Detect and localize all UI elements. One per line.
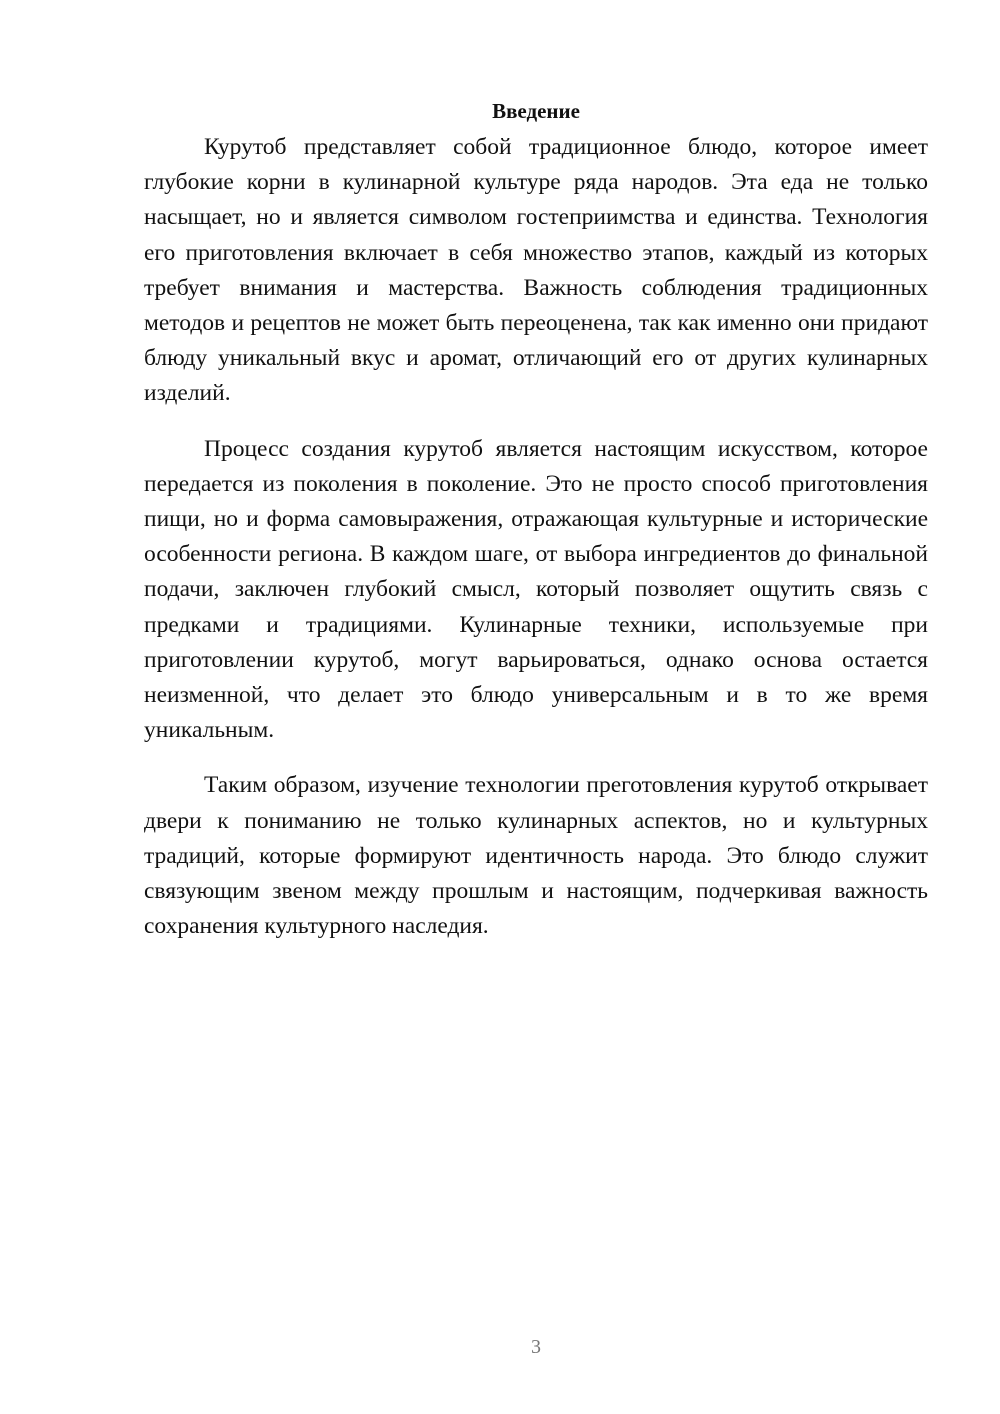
section-heading: Введение <box>492 99 580 123</box>
paragraph-2: Процесс создания курутоб является настоящим искусством, которое передается из поколения в поколение. Это не просто способ приготовления пищи, но и форма самовыражения, отражающая культурные и исторические особенности региона. В каждом шаге, от выбора ингредиентов до финальной подачи, заключен глубокий смысл, который позволяет ощутить связь с предками и традициями. Кулинарные техники, используемые при приготовлении курутоб, могут варьироваться, однако основа остается неизменной, что делает это блюдо универсальным и в то же время уникальным. <box>144 435 928 744</box>
page-number: 3 <box>531 1336 541 1358</box>
page-content <box>144 96 928 964</box>
paragraph-1: Курутоб представляет собой традиционное блюдо, которое имеет глубокие корни в кулинарной культуре ряда народов. Эта еда не только насыщает, но и является символом гостеприимства и единства. Технология его приготовления включает в себя множество этапов, каждый из которых требует внимания и мастерства. Важность соблюдения традиционных методов и рецептов не может быть переоценена, так как именно они придают блюду уникальный вкус и аромат, отличающий его от других кулинарных изделий. <box>144 134 928 407</box>
paragraph-3: Таким образом, изучение технологии преготовления курутоб открывает двери к пониманию не только кулинарных аспектов, но и культурных традиций, которые формируют идентичность народа. Это блюдо служит связующим звеном между прошлым и настоящим, подчеркивая важность сохранения культурного наследия. <box>144 772 928 940</box>
